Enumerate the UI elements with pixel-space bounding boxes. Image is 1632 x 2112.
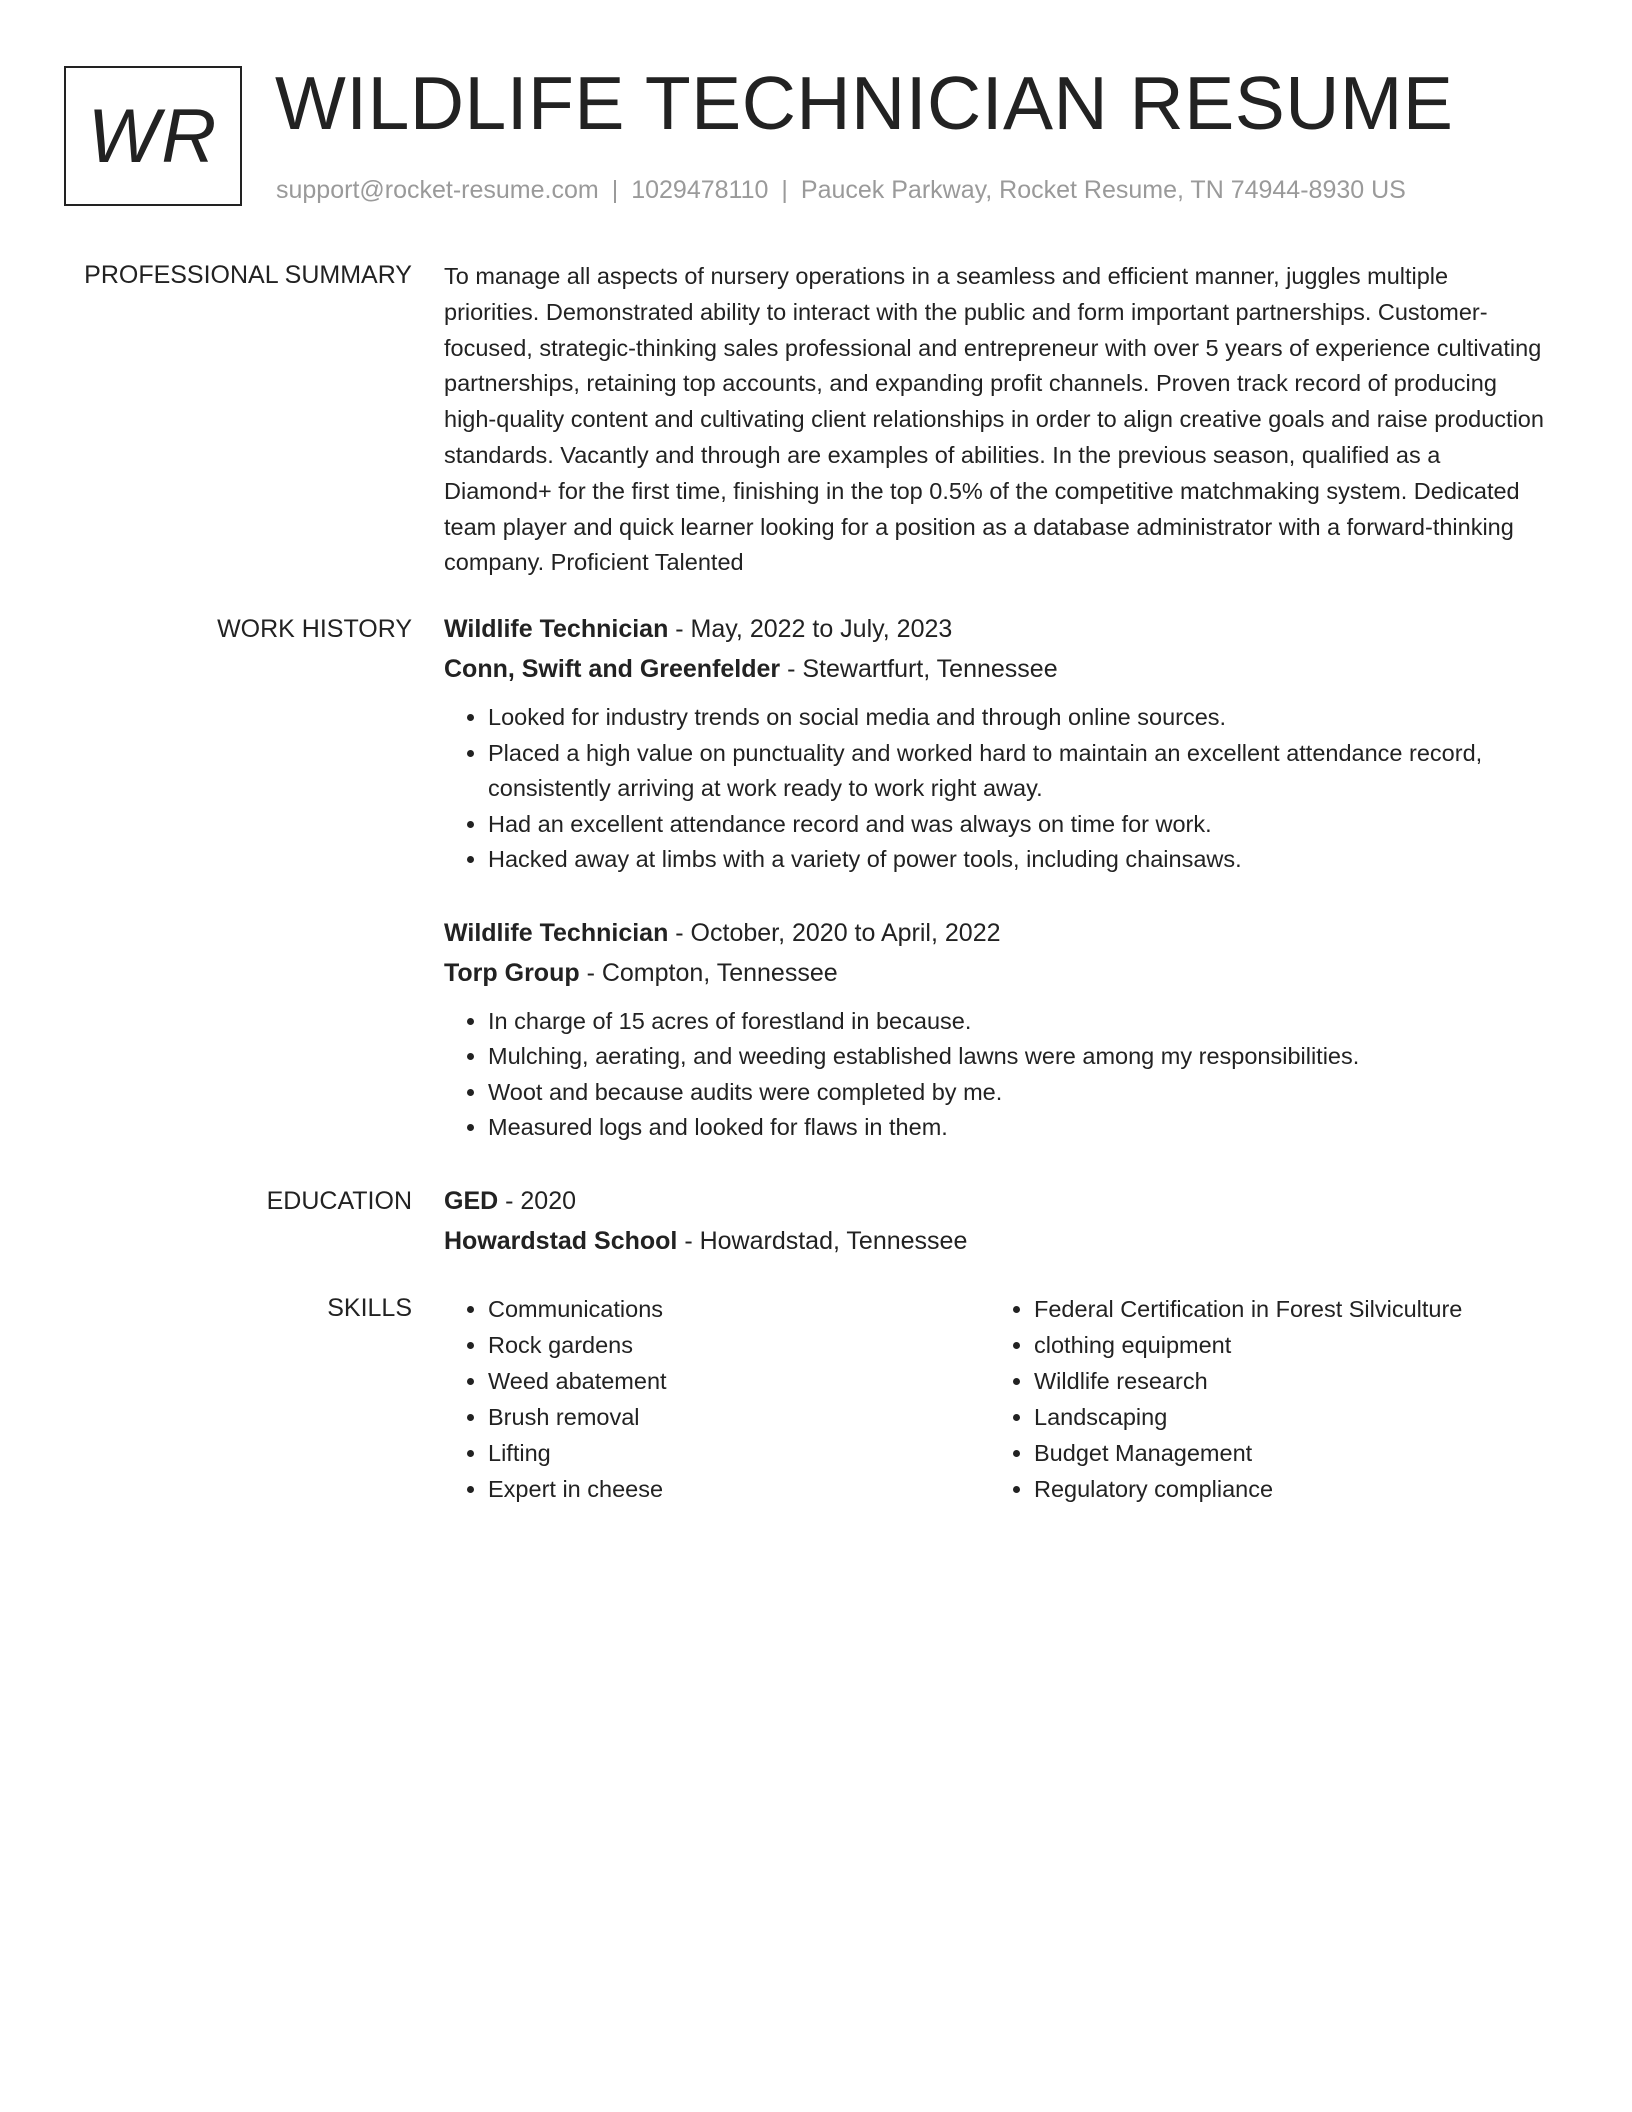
education-degree-line bbox=[444, 1184, 1544, 1218]
skills-list-right bbox=[990, 1291, 1530, 1507]
education-body bbox=[444, 1184, 1544, 1258]
contact-line bbox=[276, 174, 1406, 206]
contact-phone: 1029478110 bbox=[631, 176, 769, 204]
summary-text: To manage all aspects of nursery operations in a seamless and efficient manner, juggles multiple priorities. Demonstrated ability to interact with the public and form important partnerships. Customer-focused, strategic-thinking sales professional and entrepreneur with over 5 years of experience cultivating partnerships, retaining top accounts, and expanding profit channels. Proven track record of producing high-quality content and cultivating client relationships in order to align creative goals and raise production standards. Vacantly and through are examples of abilities. In the previous season, qualified as a Diamond+ for the first time, finishing in the top 0.5% of the competitive matchmaking system. Dedicated team player and quick learner looking for a position as a database administrator with a forward-thinking company. Proficient Talented bbox=[444, 263, 1544, 576]
job-entry bbox=[444, 916, 1544, 1146]
skill-item: • Federal Certification in Forest Silviculture bbox=[1034, 1291, 1530, 1327]
education-school: Howardstad School bbox=[444, 1227, 678, 1255]
job-company: Torp Group bbox=[444, 958, 580, 987]
skills-column-right bbox=[990, 1291, 1530, 1507]
summary-body bbox=[444, 259, 1544, 581]
skill-item: • Rock gardens bbox=[488, 1327, 984, 1363]
job-company-line bbox=[444, 652, 1544, 686]
work-history-body bbox=[444, 612, 1544, 1146]
job-title-line bbox=[444, 916, 1544, 950]
job-bullet: • Placed a high value on punctuality and worked hard to maintain an excellent attendance record, consistently arriving at work ready to work right away. bbox=[488, 736, 1544, 807]
skill-item: • clothing equipment bbox=[1034, 1327, 1530, 1363]
work-history-heading: WORK HISTORY bbox=[217, 615, 412, 643]
job-bullet: • Woot and because audits were completed by me. bbox=[488, 1075, 1544, 1111]
contact-email: support@rocket-resume.com bbox=[276, 176, 599, 204]
education-location: - Howardstad, Tennessee bbox=[677, 1227, 968, 1255]
job-bullet: • Measured logs and looked for flaws in them. bbox=[488, 1110, 1544, 1146]
skill-item: • Lifting bbox=[488, 1435, 984, 1471]
job-title: Wildlife Technician bbox=[444, 918, 669, 947]
skills-list-left bbox=[444, 1291, 984, 1507]
job-entry bbox=[444, 612, 1544, 878]
education-school-line bbox=[444, 1224, 1544, 1258]
contact-address: Paucek Parkway, Rocket Resume, TN 74944-8930 US bbox=[800, 176, 1406, 204]
job-bullets bbox=[444, 700, 1544, 878]
skill-item: • Brush removal bbox=[488, 1399, 984, 1435]
job-bullet: • Hacked away at limbs with a variety of power tools, including chainsaws. bbox=[488, 842, 1544, 878]
job-location: - Stewartfurt, Tennessee bbox=[780, 655, 1058, 683]
job-company-line bbox=[444, 956, 1544, 990]
contact-separator: | bbox=[781, 176, 788, 204]
skills-heading: SKILLS bbox=[327, 1294, 412, 1322]
job-bullet: • In charge of 15 acres of forestland in because. bbox=[488, 1004, 1544, 1040]
job-title-line bbox=[444, 612, 1544, 646]
job-bullet: • Mulching, aerating, and weeding established lawns were among my responsibilities. bbox=[488, 1039, 1544, 1075]
job-location: - Compton, Tennessee bbox=[579, 958, 838, 987]
education-degree: GED bbox=[444, 1187, 499, 1215]
skill-item: • Weed abatement bbox=[488, 1363, 984, 1399]
job-title: Wildlife Technician bbox=[444, 615, 669, 643]
skills-column-left bbox=[444, 1291, 984, 1507]
job-company: Conn, Swift and Greenfelder bbox=[444, 655, 781, 683]
job-bullets bbox=[444, 1004, 1544, 1146]
skill-item: • Wildlife research bbox=[1034, 1363, 1530, 1399]
skill-item: • Regulatory compliance bbox=[1034, 1471, 1530, 1507]
monogram-logo: WR bbox=[64, 66, 242, 206]
resume-title: WILDLIFE TECHNICIAN RESUME bbox=[275, 61, 1454, 145]
education-heading: EDUCATION bbox=[266, 1187, 412, 1215]
education-year: - 2020 bbox=[498, 1187, 577, 1215]
job-dates: - May, 2022 to July, 2023 bbox=[668, 615, 953, 643]
contact-separator: | bbox=[611, 176, 619, 204]
skill-item: • Budget Management bbox=[1034, 1435, 1530, 1471]
summary-heading: PROFESSIONAL SUMMARY bbox=[84, 261, 412, 289]
job-bullet: • Had an excellent attendance record and was always on time for work. bbox=[488, 807, 1544, 843]
job-bullet: • Looked for industry trends on social media and through online sources. bbox=[488, 700, 1544, 736]
skill-item: • Landscaping bbox=[1034, 1399, 1530, 1435]
skill-item: • Communications bbox=[488, 1291, 984, 1327]
job-dates: - October, 2020 to April, 2022 bbox=[668, 918, 1001, 947]
skill-item: • Expert in cheese bbox=[488, 1471, 984, 1507]
